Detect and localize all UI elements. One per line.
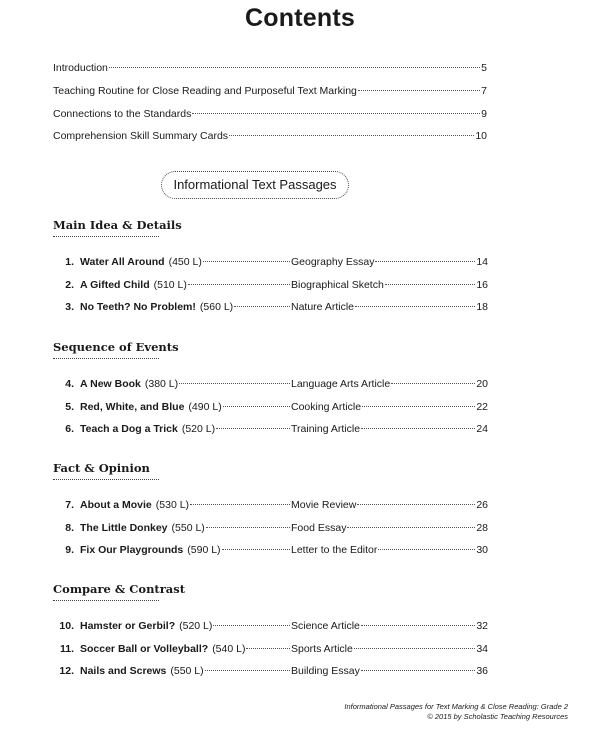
entry-page: 22 <box>476 401 488 413</box>
dot-leader <box>391 371 475 384</box>
entry-lexile: (490 L) <box>188 401 222 413</box>
toc-entry[interactable] <box>58 518 488 534</box>
dot-leader <box>378 537 475 550</box>
entry-genre: Letter to the Editor <box>291 544 378 556</box>
toc-entry[interactable] <box>58 495 488 511</box>
entry-lexile: (520 L) <box>181 423 216 435</box>
toc-entry[interactable] <box>58 397 488 413</box>
entry-title: The Little Donkey <box>80 522 168 534</box>
dot-leader <box>203 249 290 262</box>
entry-number: 11. <box>59 643 74 655</box>
dot-leader <box>223 394 290 407</box>
entry-genre: Geography Essay <box>291 256 375 268</box>
toc-entry[interactable] <box>58 540 488 556</box>
entry-title: Nails and Screws <box>80 665 167 677</box>
entry-genre: Nature Article <box>291 301 355 313</box>
toc-entry[interactable] <box>58 419 488 435</box>
dot-leader <box>206 515 290 528</box>
entry-title: Water All Around <box>80 256 165 268</box>
dot-leader <box>385 272 476 285</box>
dot-leader <box>213 613 290 626</box>
toc-entry[interactable] <box>58 374 488 390</box>
entry-number: 12. <box>59 665 74 677</box>
dot-leader <box>361 658 475 671</box>
entry-genre: Cooking Article <box>291 401 362 413</box>
entry-lexile: (560 L) <box>199 301 234 313</box>
dot-leader <box>375 249 475 262</box>
toc-entry[interactable] <box>58 616 488 632</box>
toc-item-page: 7 <box>481 85 487 97</box>
dot-leader <box>362 394 475 407</box>
entry-title: Teach a Dog a Trick <box>80 423 178 435</box>
entry-page: 16 <box>476 279 488 291</box>
entry-number: 3. <box>65 301 74 313</box>
dot-leader <box>234 294 290 307</box>
entry-page: 28 <box>476 522 488 534</box>
entry-lexile: (450 L) <box>168 256 202 268</box>
dot-leader <box>361 613 475 626</box>
entry-page: 18 <box>476 301 488 313</box>
toc-item-page: 9 <box>481 108 487 120</box>
entry-title: A Gifted Child <box>80 279 150 291</box>
entry-number: 2. <box>65 279 74 291</box>
entry-title: Soccer Ball or Volleyball? <box>80 643 209 655</box>
entry-page: 36 <box>476 665 488 677</box>
page-title: Contents <box>245 4 355 32</box>
dot-leader <box>229 123 474 136</box>
toc-item-label: Introduction <box>53 62 108 74</box>
toc-item-label: Comprehension Skill Summary Cards <box>53 130 229 142</box>
entry-page: 32 <box>476 620 488 632</box>
entry-genre: Food Essay <box>291 522 347 534</box>
footer-copyright: © 2015 by Scholastic Teaching Resources <box>427 712 568 721</box>
entry-lexile: (520 L) <box>179 620 213 632</box>
dot-leader <box>109 55 480 68</box>
toc-entry[interactable] <box>58 252 488 268</box>
dot-leader <box>355 294 475 307</box>
dot-leader <box>190 492 290 505</box>
dot-leader <box>246 636 290 649</box>
toc-item-label: Connections to the Standards <box>53 108 192 120</box>
toc-item-page: 10 <box>475 130 487 142</box>
entry-lexile: (380 L) <box>144 378 179 390</box>
entry-genre: Language Arts Article <box>291 378 391 390</box>
entry-lexile: (550 L) <box>170 665 204 677</box>
entry-number: 10. <box>59 620 74 632</box>
toc-entry[interactable] <box>58 275 488 291</box>
entry-genre: Training Article <box>291 423 361 435</box>
entry-lexile: (530 L) <box>155 499 190 511</box>
toc-intro-item[interactable] <box>53 81 487 97</box>
entry-number: 1. <box>65 256 74 268</box>
page-footer <box>344 702 568 722</box>
toc-intro-item[interactable] <box>53 58 487 74</box>
dot-leader <box>192 101 480 114</box>
entry-title: Red, White, and Blue <box>80 401 185 413</box>
section-banner: Informational Text Passages <box>161 171 349 199</box>
dot-leader <box>216 416 290 429</box>
entry-lexile: (550 L) <box>171 522 205 534</box>
entry-page: 24 <box>476 423 488 435</box>
entry-number: 4. <box>65 378 74 390</box>
dot-leader <box>222 537 290 550</box>
entry-number: 6. <box>65 423 74 435</box>
entry-page: 26 <box>476 499 488 511</box>
entry-page: 30 <box>476 544 488 556</box>
dot-leader <box>361 416 475 429</box>
dot-leader <box>179 371 290 384</box>
dot-leader <box>357 492 475 505</box>
entry-genre: Biographical Sketch <box>291 279 384 291</box>
toc-entry[interactable] <box>58 639 488 655</box>
entry-genre: Sports Article <box>291 643 353 655</box>
entry-genre: Building Essay <box>291 665 360 677</box>
entry-title: About a Movie <box>80 499 152 511</box>
entry-genre: Movie Review <box>291 499 357 511</box>
entry-number: 9. <box>65 544 74 556</box>
entry-title: Hamster or Gerbil? <box>80 620 176 632</box>
footer-book-title: Informational Passages for Text Marking & Close Reading: Grade 2 <box>344 702 568 711</box>
entry-number: 8. <box>65 522 74 534</box>
entry-lexile: (590 L) <box>187 544 221 556</box>
toc-intro-item[interactable] <box>53 126 487 142</box>
toc-entry[interactable] <box>58 661 488 677</box>
section-heading: Compare & Contrast <box>53 582 159 601</box>
dot-leader <box>358 78 480 91</box>
entry-lexile: (510 L) <box>153 279 187 291</box>
section-heading: Sequence of Events <box>53 340 159 359</box>
toc-item-label: Teaching Routine for Close Reading and Purposeful Text Marking <box>53 85 357 97</box>
dot-leader <box>188 272 290 285</box>
entry-title: Fix Our Playgrounds <box>80 544 184 556</box>
entry-page: 14 <box>476 256 488 268</box>
entry-number: 7. <box>65 499 74 511</box>
toc-intro-item[interactable] <box>53 104 487 120</box>
dot-leader <box>354 636 475 649</box>
section-heading: Fact & Opinion <box>53 461 159 480</box>
entry-title: A New Book <box>80 378 141 390</box>
entry-page: 34 <box>476 643 488 655</box>
toc-entry[interactable] <box>58 297 488 313</box>
section-heading: Main Idea & Details <box>53 218 159 237</box>
dot-leader <box>347 515 475 528</box>
dot-leader <box>205 658 290 671</box>
entry-number: 5. <box>65 401 74 413</box>
entry-genre: Science Article <box>291 620 360 632</box>
entry-title: No Teeth? No Problem! <box>80 301 196 313</box>
entry-lexile: (540 L) <box>212 643 246 655</box>
toc-item-page: 5 <box>481 62 487 74</box>
entry-page: 20 <box>476 378 488 390</box>
